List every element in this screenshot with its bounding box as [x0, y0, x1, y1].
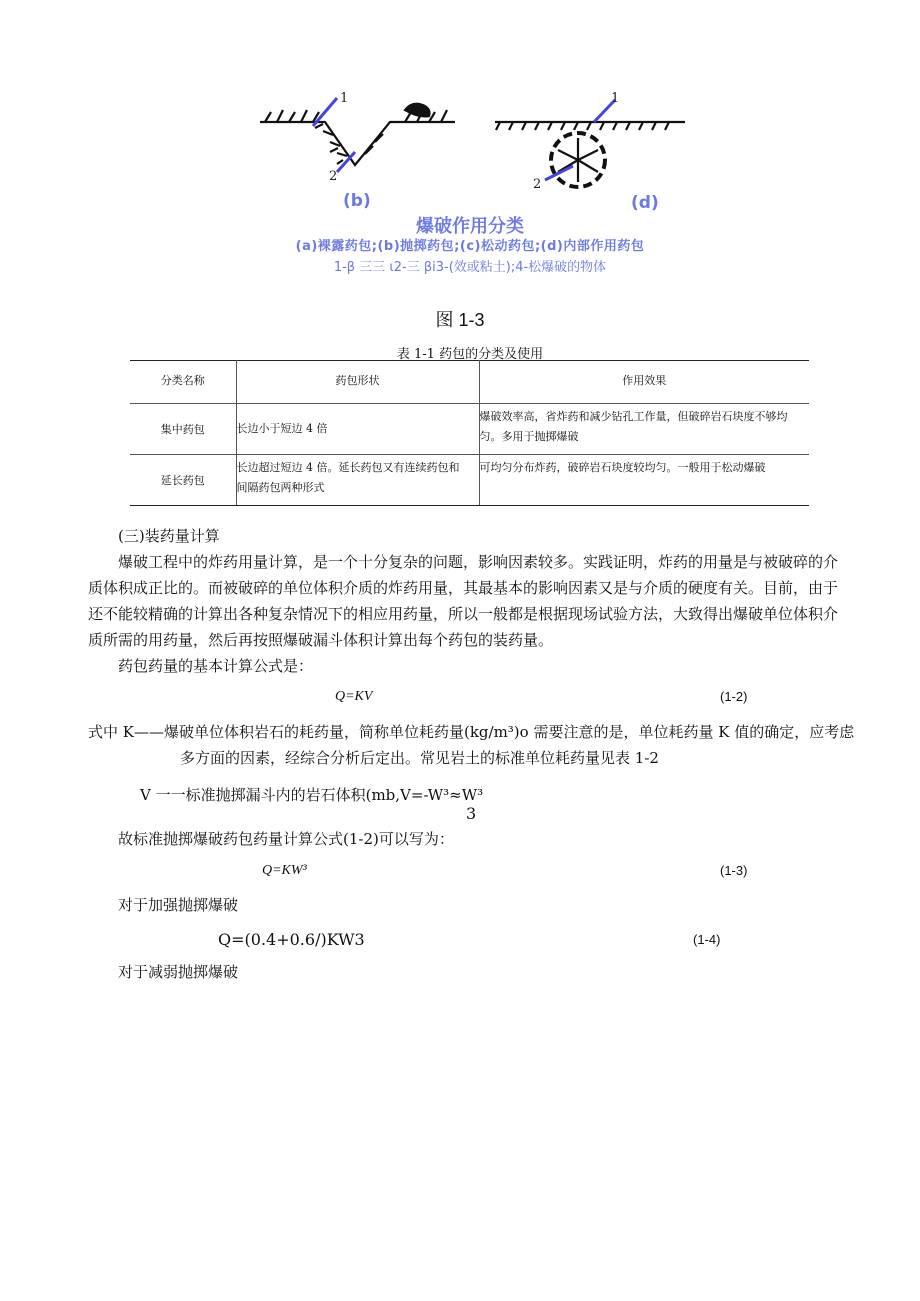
table-row [130, 455, 809, 506]
v-fraction-denominator: 3 [466, 804, 477, 823]
cell-text: 长边超过短边 4 倍。延长药包又有连续药包和 [236, 461, 460, 474]
callout-2-label: 2 [329, 169, 338, 184]
cell-text: 长边小于短边 4 倍 [236, 422, 328, 435]
paragraph-line: 质体积成正比的。而被破碎的单位体积介质的炸药用量，其最基本的影响因素又是与介质的硬度有关。目前，由于 [88, 579, 839, 597]
paragraph: 故标准抛掷爆破药包药量计算公式(1-2)可以写为： [118, 830, 454, 848]
figure-legend: 1-β 三三 ι2-三 βi3-(效或粘土);4-松爆破的物体 [333, 260, 607, 275]
blast-diagram [255, 80, 685, 230]
diagram-d [495, 122, 685, 187]
label-d: (d) [631, 193, 659, 213]
k-definition-cont: 多方面的因素，经综合分析后定出。常见岩土的标准单位耗药量见表 1-2 [180, 749, 659, 767]
formula-1-4: Q=(0.4+0.6∕)KW3 [218, 930, 365, 949]
diagram-b [260, 104, 455, 165]
paragraph-line: 质所需的用药量，然后再按照爆破漏斗体积计算出每个药包的装药量。 [88, 631, 554, 649]
figure-subtitle: (a)裸露药包;(b)抛掷药包;(c)松动药包;(d)内部作用药包 [295, 239, 645, 254]
formula-number: (1-2) [720, 689, 748, 704]
paragraph-formula-intro: 药包药量的基本计算公式是： [118, 657, 314, 675]
formula-number: (1-4) [693, 932, 721, 947]
k-definition: 式中 K——爆破单位体积岩石的耗药量，简称单位耗药量(kg∕m³)o 需要注意的是，单位耗药量 K 值的确定，应考虑 [88, 723, 855, 741]
paragraph-line: 爆破工程中的炸药用量计算，是一个十分复杂的问题，影响因素较多。实践证明，炸药的用量是与被破碎的介 [118, 553, 839, 571]
formula-number: (1-3) [720, 863, 748, 878]
table-header-cell: 作用效果 [479, 361, 809, 404]
charge-classification-table [130, 360, 809, 506]
blast-classification-figure [255, 80, 685, 280]
v-definition: V 一一标准抛掷漏斗内的岩石体积(mb,V=-W³≈W³ [140, 786, 484, 804]
formula-1-3: Q=KW³ [262, 863, 307, 878]
figure-title: 爆破作用分类 [416, 216, 524, 237]
callout-1-label: 1 [340, 91, 349, 106]
cell-text: 可均匀分布炸药，破碎岩石块度较均匀。一般用于松动爆破 [479, 461, 766, 474]
table-row [130, 404, 809, 455]
table-cell-effect [479, 404, 809, 455]
table-title: 表 1-1 药包的分类及使用 [396, 347, 544, 362]
cell-text: 间隔药包两种形式 [236, 481, 325, 494]
label-b: (b) [343, 191, 371, 211]
paragraph-line: 还不能较精确的计算出各种复杂情况下的相应用药量，所以一般都是根据现场试验方法，大致得出爆破单位体积介 [88, 605, 839, 623]
cell-text: 爆破效率高，省炸药和减少钻孔工作量，但破碎岩石块度不够均 [479, 410, 788, 423]
paragraph: 对于加强抛掷爆破 [118, 896, 239, 914]
table-cell-shape [236, 404, 479, 455]
table-header-cell: 药包形状 [236, 361, 479, 404]
table-cell-name: 集中药包 [130, 404, 236, 455]
formula-1-2: Q=KV [335, 689, 373, 704]
callout-2d-label: 2 [533, 177, 542, 192]
table-header-row [130, 361, 809, 404]
callout-1d-label: 1 [611, 91, 620, 106]
table-cell-name: 延长药包 [130, 455, 236, 506]
section-heading: (三)装药量计算 [118, 527, 220, 545]
table-cell-shape [236, 455, 479, 506]
table-cell-effect [479, 455, 809, 506]
cell-text: 匀。多用于抛掷爆破 [479, 430, 579, 443]
paragraph: 对于减弱抛掷爆破 [118, 963, 239, 981]
figure-caption: 图 1-3 [435, 310, 485, 330]
table-header-cell: 分类名称 [130, 361, 236, 404]
